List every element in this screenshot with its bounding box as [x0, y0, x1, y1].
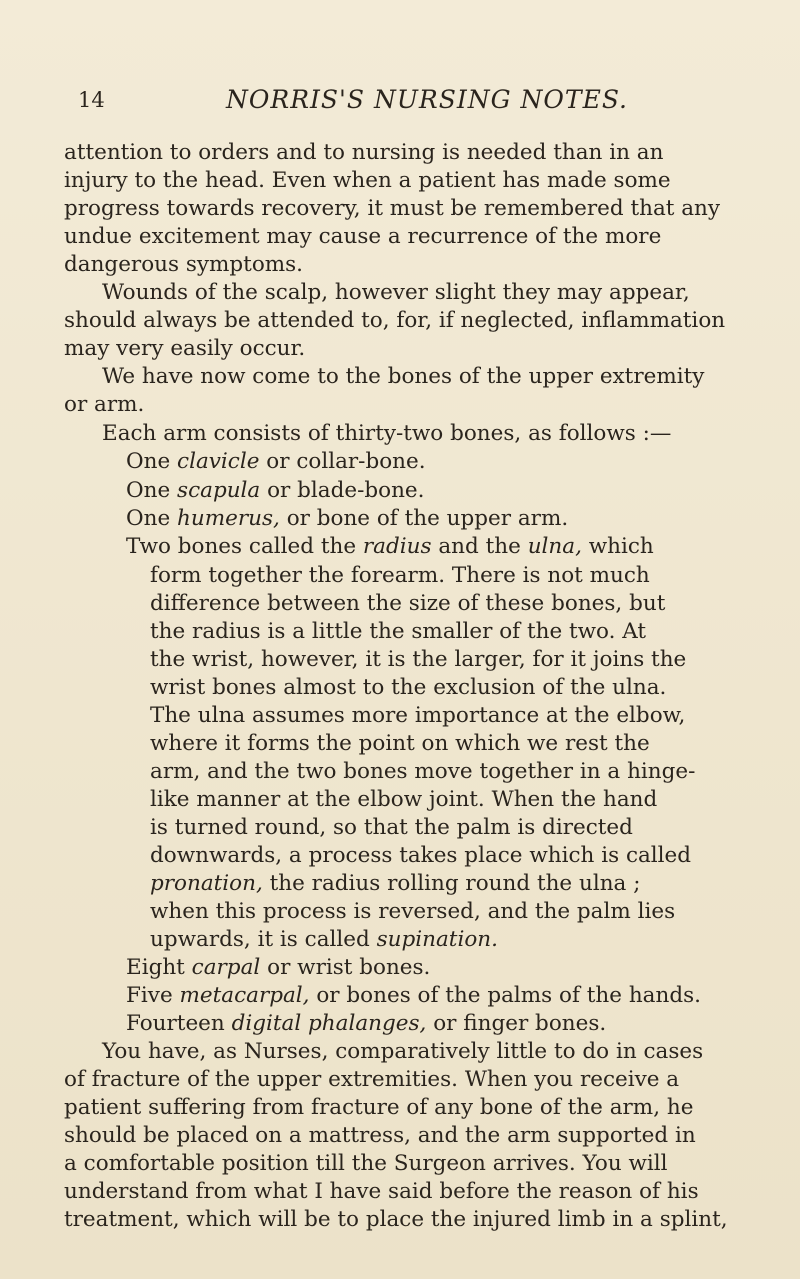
text-line: difference between the size of these bones, but: [150, 591, 666, 616]
text-line: downwards, a process takes place which is called: [150, 843, 692, 868]
text-line: understand from what I have said before the reason of his: [64, 1179, 699, 1204]
text-line: should be placed on a mattress, and the arm supported in: [64, 1123, 696, 1148]
bone-description: or finger bones.: [433, 1011, 607, 1036]
term: pronation,: [150, 871, 263, 896]
text-line: of fracture of the upper extremities. When you receive a: [64, 1067, 680, 1092]
bone-term: scapula: [177, 478, 261, 503]
count-word: Fourteen: [126, 1011, 225, 1036]
count-word: One: [126, 478, 171, 503]
bone-list-item: [126, 532, 654, 561]
text-line: dangerous symptoms.: [64, 252, 304, 277]
text-line: The ulna assumes more importance at the elbow,: [150, 703, 686, 728]
bone-term: digital phalanges,: [231, 1011, 427, 1036]
text-line: should always be attended to, for, if neglected, inflammation: [64, 308, 726, 333]
text-line: like manner at the elbow joint. When the hand: [150, 787, 658, 812]
text-line: patient suffering from fracture of any bone of the arm, he: [64, 1095, 694, 1120]
page-header: [72, 82, 722, 118]
text-line: when this process is reversed, and the palm lies: [150, 899, 676, 924]
text-run: upwards, it is called: [150, 927, 370, 952]
text-line: is turned round, so that the palm is directed: [150, 815, 633, 840]
text-line: We have now come to the bones of the upper extremity: [102, 364, 705, 389]
bone-term: ulna,: [527, 534, 582, 559]
bone-list-item: [126, 447, 426, 476]
text-run: the radius rolling round the ulna ;: [269, 871, 641, 896]
bone-list-item: [126, 953, 430, 982]
text-run: Two bones called the: [126, 534, 357, 559]
term: supination.: [376, 927, 498, 952]
bone-list-item: [126, 504, 568, 533]
count-word: One: [126, 506, 171, 531]
page-number: 14: [78, 88, 105, 112]
count-word: One: [126, 449, 171, 474]
bone-description: or bones of the palms of the hands.: [316, 983, 701, 1008]
text-line: a comfortable position till the Surgeon arrives. You will: [64, 1151, 668, 1176]
text-run: and the: [438, 534, 521, 559]
text-line: where it forms the point on which we rest the: [150, 731, 650, 756]
text-line: [150, 869, 640, 898]
text-line: Each arm consists of thirty-two bones, as follows :—: [102, 421, 672, 446]
text-line: injury to the head. Even when a patient has made some: [64, 168, 671, 193]
text-line: the wrist, however, it is the larger, for it joins the: [150, 647, 687, 672]
bone-term: metacarpal,: [179, 983, 310, 1008]
bone-list-item: [126, 1009, 606, 1038]
bone-list-item: [126, 981, 701, 1010]
bone-description: or bone of the upper arm.: [286, 506, 569, 531]
text-line: attention to orders and to nursing is needed than in an: [64, 140, 664, 165]
text-line: arm, and the two bones move together in a hinge-: [150, 759, 696, 784]
text-line: progress towards recovery, it must be remembered that any: [64, 196, 721, 221]
text-line: or arm.: [64, 392, 145, 417]
text-line: Wounds of the scalp, however slight they may appear,: [102, 280, 690, 305]
bone-description: or collar-bone.: [266, 449, 426, 474]
text-line: [150, 925, 498, 954]
text-run: which: [588, 534, 654, 559]
text-line: the radius is a little the smaller of the two. At: [150, 619, 647, 644]
running-title: NORRIS'S NURSING NOTES.: [226, 85, 629, 114]
bone-term: clavicle: [177, 449, 260, 474]
count-word: Eight: [126, 955, 185, 980]
text-line: treatment, which will be to place the injured limb in a splint,: [64, 1207, 728, 1232]
bone-description: or wrist bones.: [267, 955, 431, 980]
text-line: You have, as Nurses, comparatively little to do in cases: [102, 1039, 704, 1064]
text-line: may very easily occur.: [64, 336, 306, 361]
bone-list-item: [126, 476, 424, 505]
count-word: Five: [126, 983, 173, 1008]
bone-description: or blade-bone.: [267, 478, 425, 503]
text-line: wrist bones almost to the exclusion of the ulna.: [150, 675, 667, 700]
text-line: form together the forearm. There is not much: [150, 563, 650, 588]
bone-term: carpal: [191, 955, 261, 980]
text-line: undue excitement may cause a recurrence of the more: [64, 224, 662, 249]
bone-term: radius: [362, 534, 432, 559]
bone-term: humerus,: [177, 506, 280, 531]
